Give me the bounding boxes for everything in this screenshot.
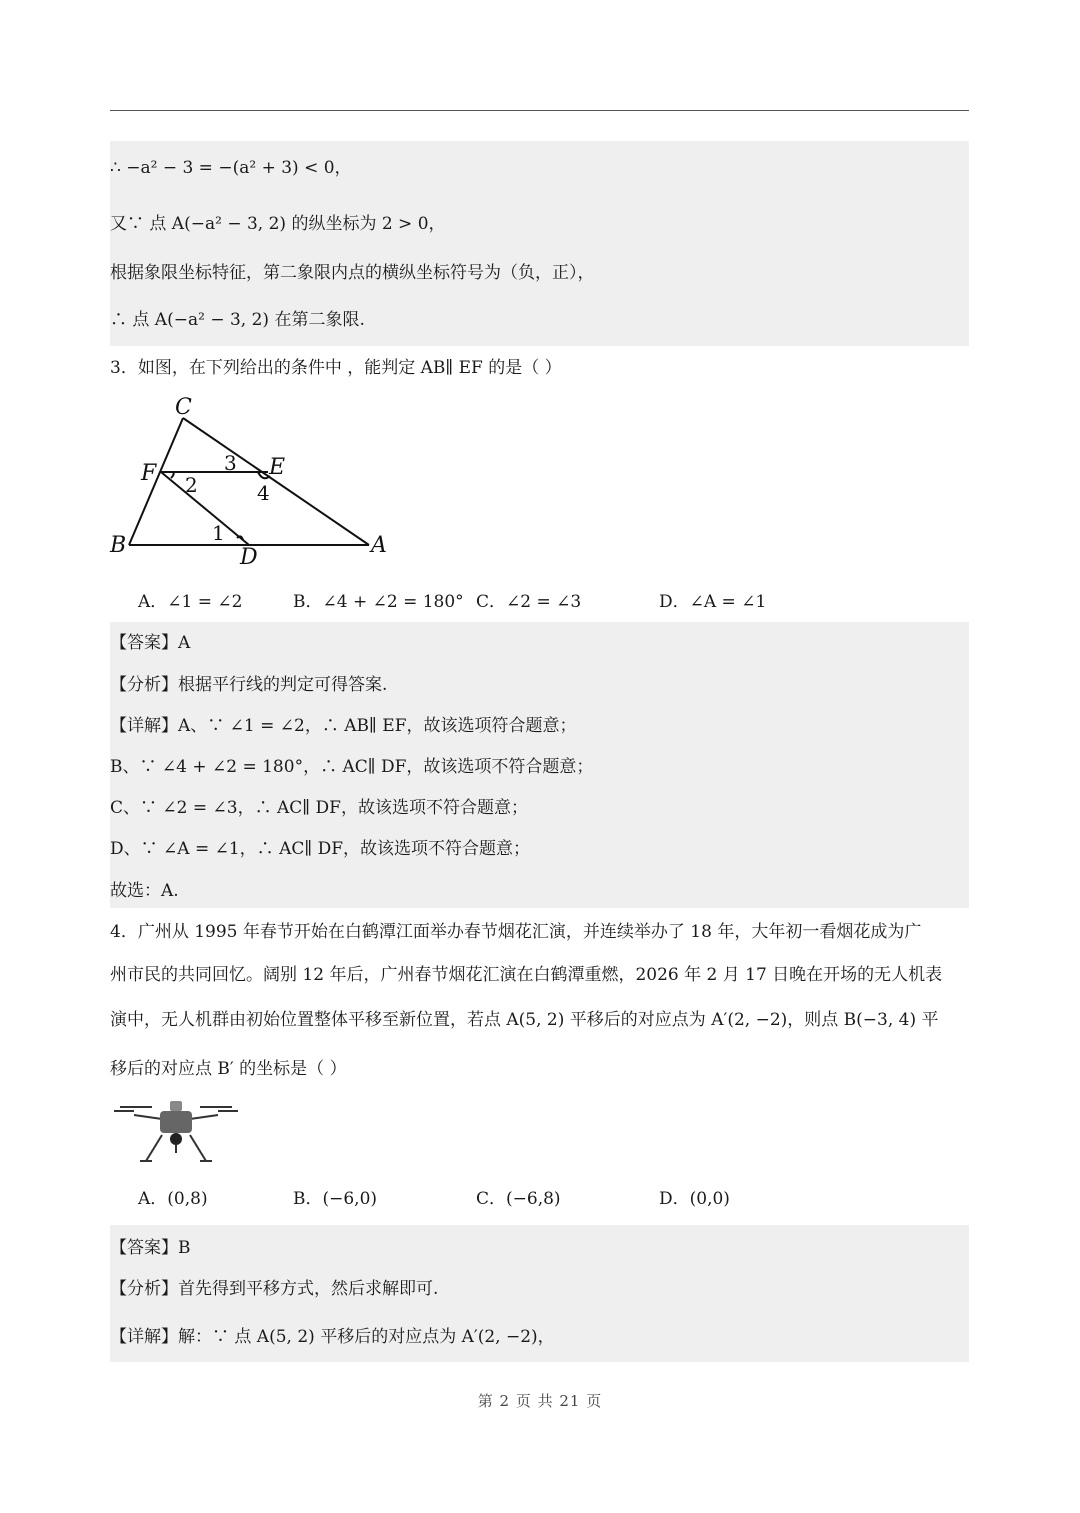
q4-stem-line-4: 移后的对应点 B′ 的坐标是（ ） xyxy=(110,1059,347,1079)
label-C: C xyxy=(175,395,192,420)
q2-line-1: ∴ −a² − 3 = −(a² + 3) < 0， xyxy=(110,158,352,178)
label-B: B xyxy=(110,533,127,558)
q4-detail: 【详解】解：∵ 点 A(5, 2) 平移后的对应点为 A′(2, −2)， xyxy=(110,1327,555,1347)
q2-line-2: 又∵ 点 A(−a² − 3, 2) 的纵坐标为 2 > 0， xyxy=(110,214,446,234)
q4-stem-line-2: 州市民的共同回忆。阔别 12 年后，广州春节烟花汇演在白鹤潭重燃，2026 年 2 月 17 日晚在开场的无人机表 xyxy=(110,965,943,985)
q4-option-b: B．(−6,0) xyxy=(293,1189,378,1209)
angle-2-label: 2 xyxy=(185,473,198,497)
label-A: A xyxy=(371,533,387,558)
q4-stem-line-1: 4．广州从 1995 年春节开始在白鹤潭江面举办春节烟花汇演，并连续举办了 18 年，大年初一看烟花成为广 xyxy=(110,922,922,942)
q3-answer: 【答案】A xyxy=(110,633,191,653)
page-footer: 第 2 页 共 21 页 xyxy=(477,1392,603,1410)
q4-option-d: D．(0,0) xyxy=(659,1189,730,1209)
q3-triangle-figure xyxy=(105,392,395,572)
q2-line-3: 根据象限坐标特征，第二象限内点的横纵坐标符号为（负，正）， xyxy=(110,263,595,283)
header-rule xyxy=(110,110,969,111)
label-D: D xyxy=(240,545,258,570)
angle-4-label: 4 xyxy=(257,481,270,505)
q3-stem: 3．如图，在下列给出的条件中 ，能判定 AB∥ EF 的是（ ） xyxy=(110,358,562,378)
q3-detail-b: B、∵ ∠4 + ∠2 = 180°，∴ AC∥ DF，故该选项不符合题意； xyxy=(110,757,594,777)
angle-3-label: 3 xyxy=(224,451,237,475)
q3-detail-d: D、∵ ∠A = ∠1，∴ AC∥ DF，故该选项不符合题意； xyxy=(110,839,531,859)
q3-detail-a: 【详解】A、∵ ∠1 = ∠2，∴ AB∥ EF，故该选项符合题意； xyxy=(110,716,577,736)
q4-stem-line-3: 演中，无人机群由初始位置整体平移至新位置，若点 A(5, 2) 平移后的对应点为 A′(2, −2)，则点 B(−3, 4) 平 xyxy=(110,1010,939,1030)
q2-line-4: ∴ 点 A(−a² − 3, 2) 在第二象限. xyxy=(110,310,365,330)
label-F: F xyxy=(141,461,157,486)
q4-analysis: 【分析】首先得到平移方式，然后求解即可. xyxy=(110,1279,439,1299)
label-E: E xyxy=(269,455,286,480)
q4-option-a: A．(0,8) xyxy=(138,1189,208,1209)
q3-option-d: D．∠A = ∠1 xyxy=(659,592,767,612)
q3-option-a: A．∠1 = ∠2 xyxy=(138,592,243,612)
q3-analysis: 【分析】根据平行线的判定可得答案. xyxy=(110,675,388,695)
drone-image xyxy=(112,1097,240,1165)
angle-1-label: 1 xyxy=(212,521,225,545)
q3-option-c: C．∠2 = ∠3 xyxy=(476,592,582,612)
q4-answer: 【答案】B xyxy=(110,1238,191,1258)
q4-option-c: C．(−6,8) xyxy=(476,1189,561,1209)
q3-option-b: B．∠4 + ∠2 = 180° xyxy=(293,592,464,612)
q3-conclusion: 故选：A. xyxy=(110,881,179,901)
q3-detail-c: C、∵ ∠2 = ∠3，∴ AC∥ DF，故该选项不符合题意； xyxy=(110,798,528,818)
